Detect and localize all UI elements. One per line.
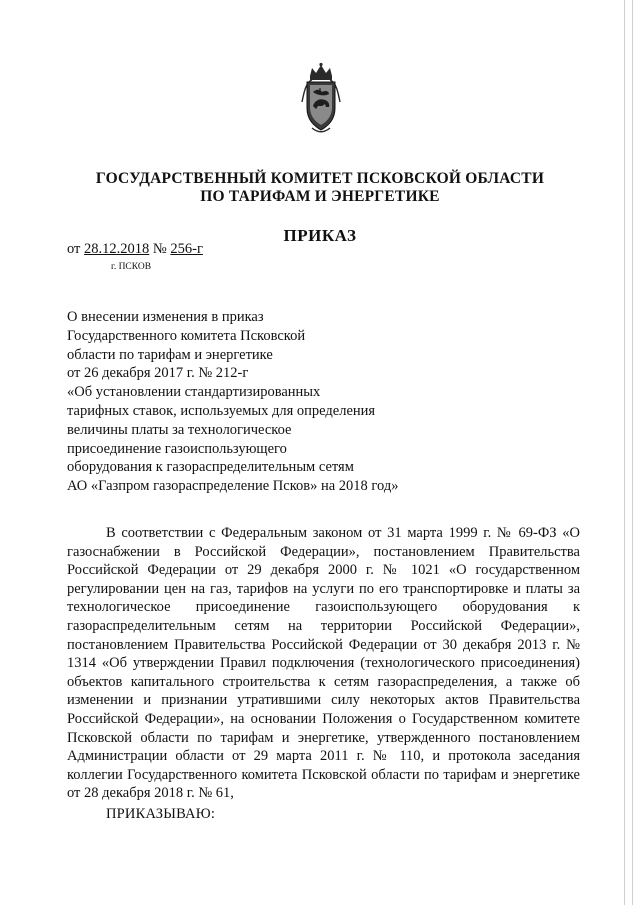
subject-line: «Об установлении стандартизированных [67,384,321,401]
subject-line: от 26 декабря 2017 г. № 212-г [67,365,249,382]
order-date: 28.12.2018 [84,241,150,257]
document-type-title: ПРИКАЗ [283,226,357,245]
date-prefix: от [67,241,81,257]
preamble-paragraph: В соответствии с Федеральным законом от 31 марта 1999 г. № 69-ФЗ «О газоснабжении в Российской Федерации», постановлением Правительства Российской Федерации от 29 декабря 2000 г. № 1021 «О государственном регулировании цен на газ, тарифов на услуги по его транспортировке и платы за технологическое присоединение газоиспользующего оборудования к газораспределительным сетям на территории Российской Федерации», постановлением Правительства Российской Федерации от 30 декабря 2013 г. № 1314 «Об утверждении Правил подключения (технологического присоединения) объектов капитального строительства к сетям газораспределения, а также об изменении и признании утратившими силу некоторых актов Правительства Российской Федерации», на основании Положения о Государственном комитете Псковской области по тарифам и энергетике, утвержденного постановлением Администрации области от 29 марта 2011 г. № 110, и протокола заседания коллегии Государственного комитета Псковской области по тарифам и энергетике от 28 декабря 2018 г. № 61, [67,525,580,802]
order-word: ПРИКАЗЫВАЮ: [106,806,216,822]
subject-line: области по тарифам и энергетике [67,346,273,363]
order-date-line [67,241,203,258]
subject-line: АО «Газпром газораспределение Псков» на 2018 год» [67,478,399,495]
subject-line: тарифных ставок, используемых для определения [67,402,376,419]
org-name-line1: ГОСУДАРСТВЕННЫЙ КОМИТЕТ ПСКОВСКОЙ ОБЛАСТИ [95,170,545,187]
coat-of-arms-icon [298,62,344,136]
org-name-line2: ПО ТАРИФАМ И ЭНЕРГЕТИКЕ [200,188,440,205]
number-sign: № [152,241,167,257]
order-subject [67,308,437,496]
subject-line: О внесении изменения в приказ [67,309,264,325]
subject-line: Государственного комитета Псковской [67,327,306,344]
subject-line: величины платы за технологическое [67,421,292,438]
order-number: 256-г [170,241,203,257]
city-label: г. ПСКОВ [111,262,152,272]
page-edge-line [632,0,633,905]
page-edge-line [624,0,625,905]
subject-line: оборудования к газораспределительным сетям [67,459,354,476]
subject-line: присоединение газоиспользующего [67,440,287,457]
